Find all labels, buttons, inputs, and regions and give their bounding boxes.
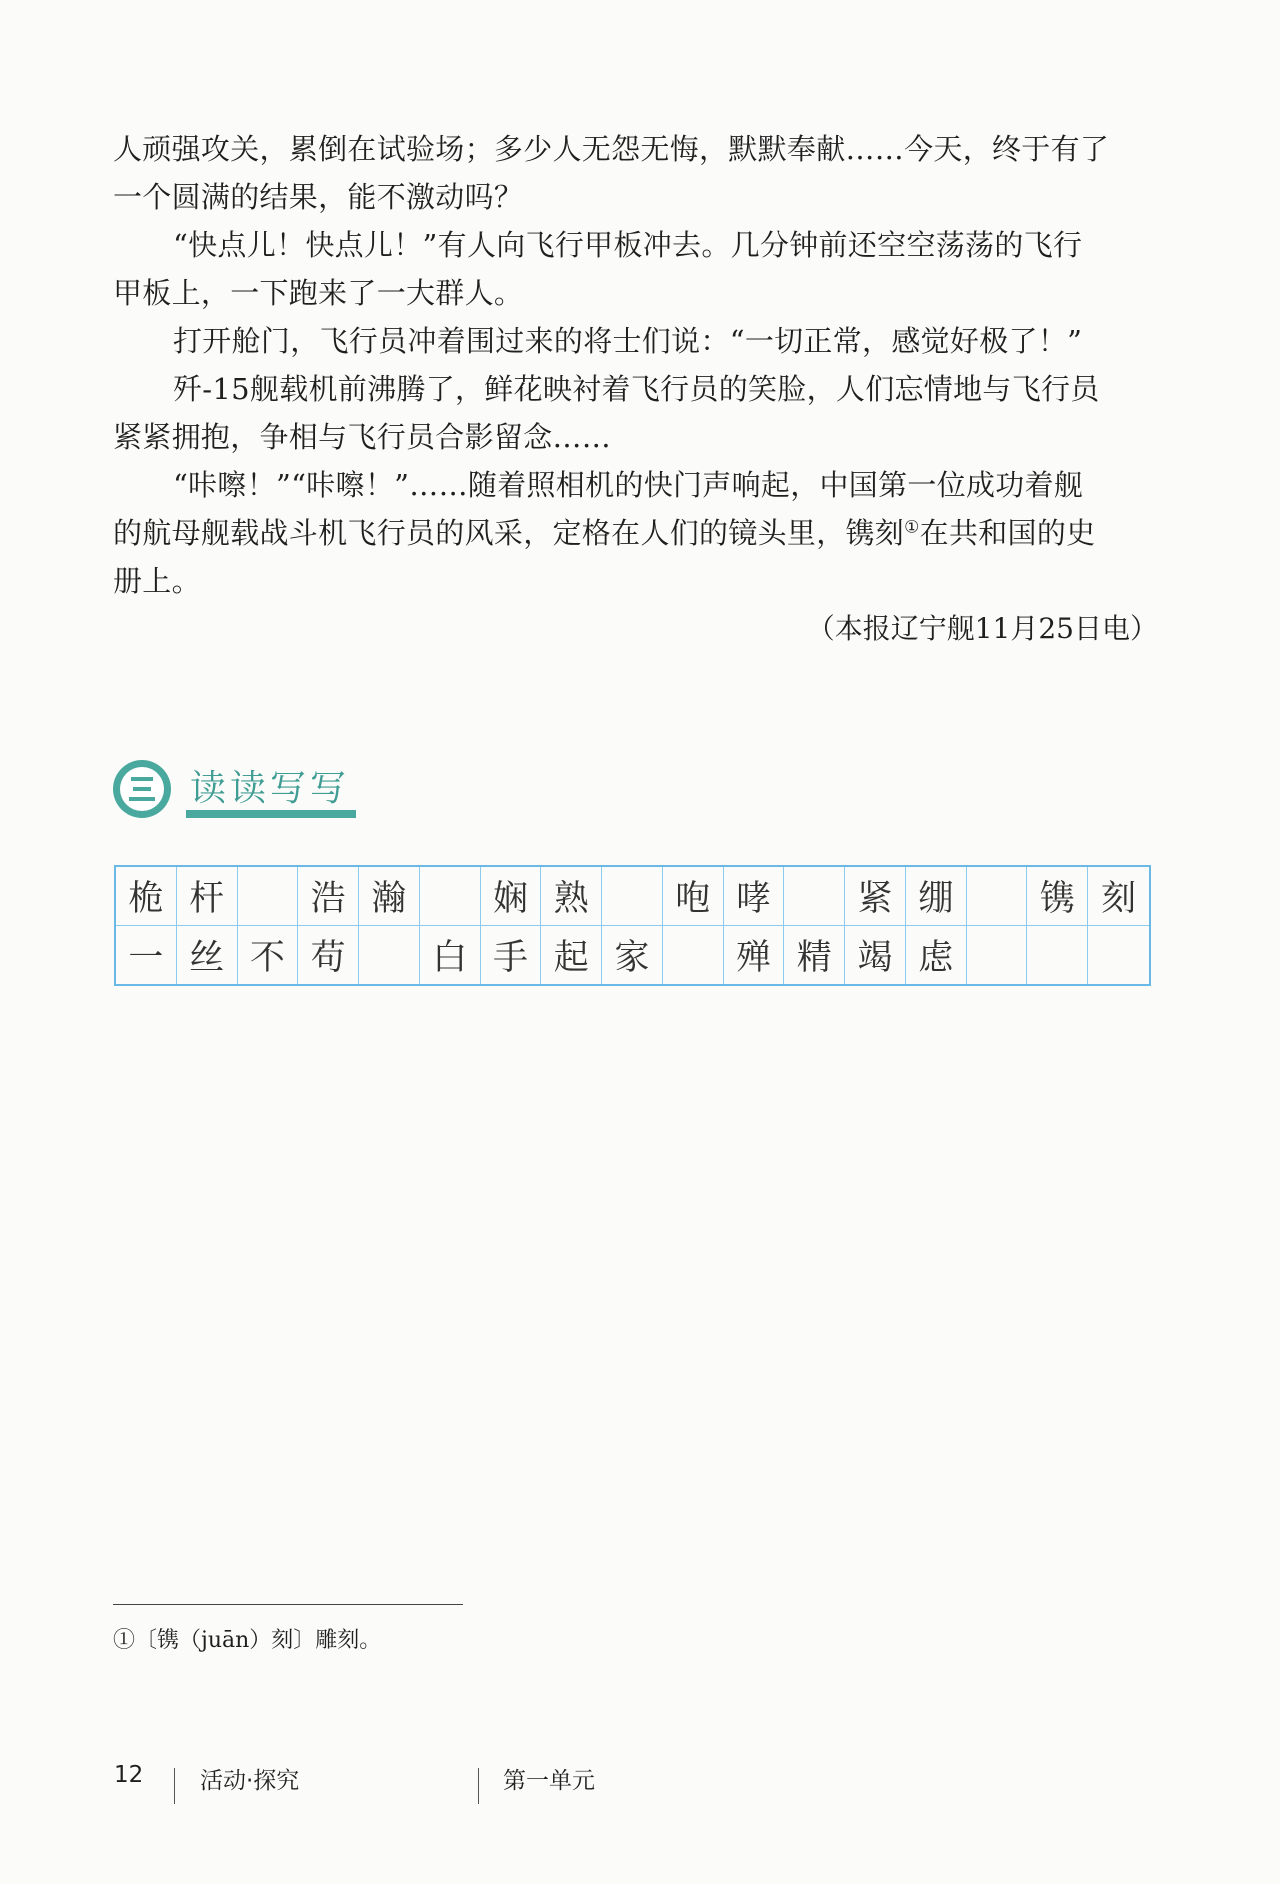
grid-cell: 刻	[1088, 867, 1149, 926]
folio-unit-label: 第一单元	[503, 1768, 595, 1794]
grid-cell	[1088, 926, 1149, 985]
grid-cell: 瀚	[359, 867, 420, 926]
section-title: 读读写写	[190, 768, 351, 809]
folio-divider	[478, 1768, 479, 1804]
grid-cell: 手	[481, 926, 542, 985]
footnote-marker: ①	[904, 517, 920, 538]
copy-grid	[114, 865, 1151, 986]
grid-cell: 娴	[481, 867, 542, 926]
grid-cell: 紧	[845, 867, 906, 926]
grid-cell	[967, 926, 1028, 985]
body-line: 打开舱门，飞行员冲着围过来的将士们说：“一切正常，感觉好极了！”	[173, 324, 1083, 358]
grid-cell: 殚	[724, 926, 785, 985]
grid-cell: 镌	[1027, 867, 1088, 926]
body-text-segment: 在共和国的史	[919, 516, 1096, 550]
grid-cell: 苟	[298, 926, 359, 985]
section-heading	[113, 758, 413, 828]
grid-cell: 哮	[724, 867, 785, 926]
grid-cell: 起	[541, 926, 602, 985]
grid-cell: 绷	[906, 867, 967, 926]
section-number-badge	[113, 760, 171, 818]
footnote-divider	[113, 1604, 463, 1605]
grid-cell: 桅	[116, 867, 177, 926]
body-line-with-footnote	[113, 509, 1153, 557]
folio-divider	[174, 1768, 175, 1804]
grid-cell: 杆	[177, 867, 238, 926]
three-strokes-icon	[113, 760, 171, 818]
grid-cell	[602, 867, 663, 926]
grid-cell	[1027, 926, 1088, 985]
body-line: 歼-15舰载机前沸腾了，鲜花映衬着飞行员的笑脸，人们忘情地与飞行员	[173, 372, 1100, 406]
grid-cell	[238, 867, 299, 926]
article-body	[113, 125, 1153, 605]
body-line: 紧紧拥抱，争相与飞行员合影留念……	[113, 420, 612, 454]
body-text-segment: 的航母舰载战斗机飞行员的风采，定格在人们的镜头里，镌刻	[113, 516, 905, 550]
body-line: 册上。	[113, 564, 201, 598]
grid-cell	[663, 926, 724, 985]
grid-cell: 虑	[906, 926, 967, 985]
footnote: ①〔镌（juān）刻〕雕刻。	[113, 1628, 382, 1653]
grid-cell	[359, 926, 420, 985]
grid-cell: 白	[420, 926, 481, 985]
body-line: “咔嚓！”“咔嚓！”……随着照相机的快门声响起，中国第一位成功着舰	[173, 468, 1084, 502]
body-line: 人顽强攻关，累倒在试验场；多少人无怨无悔，默默奉献……今天，终于有了	[113, 132, 1110, 166]
grid-cell: 不	[238, 926, 299, 985]
grid-cell: 浩	[298, 867, 359, 926]
grid-cell: 一	[116, 926, 177, 985]
grid-cell: 咆	[663, 867, 724, 926]
grid-cell: 精	[784, 926, 845, 985]
grid-cell	[420, 867, 481, 926]
body-line: 一个圆满的结果，能不激动吗？	[113, 180, 524, 214]
grid-cell: 竭	[845, 926, 906, 985]
grid-cell	[784, 867, 845, 926]
grid-cell: 家	[602, 926, 663, 985]
dateline: （本报辽宁舰11月25日电）	[806, 612, 1158, 645]
body-line: 甲板上，一下跑来了一大群人。	[113, 276, 524, 310]
page-number: 12	[114, 1762, 144, 1788]
folio-section-label: 活动·探究	[200, 1768, 300, 1794]
grid-cell	[967, 867, 1028, 926]
body-line: “快点儿！快点儿！”有人向飞行甲板冲去。几分钟前还空空荡荡的飞行	[173, 228, 1083, 262]
grid-cell: 熟	[541, 867, 602, 926]
grid-cell: 丝	[177, 926, 238, 985]
section-underline	[186, 810, 356, 818]
